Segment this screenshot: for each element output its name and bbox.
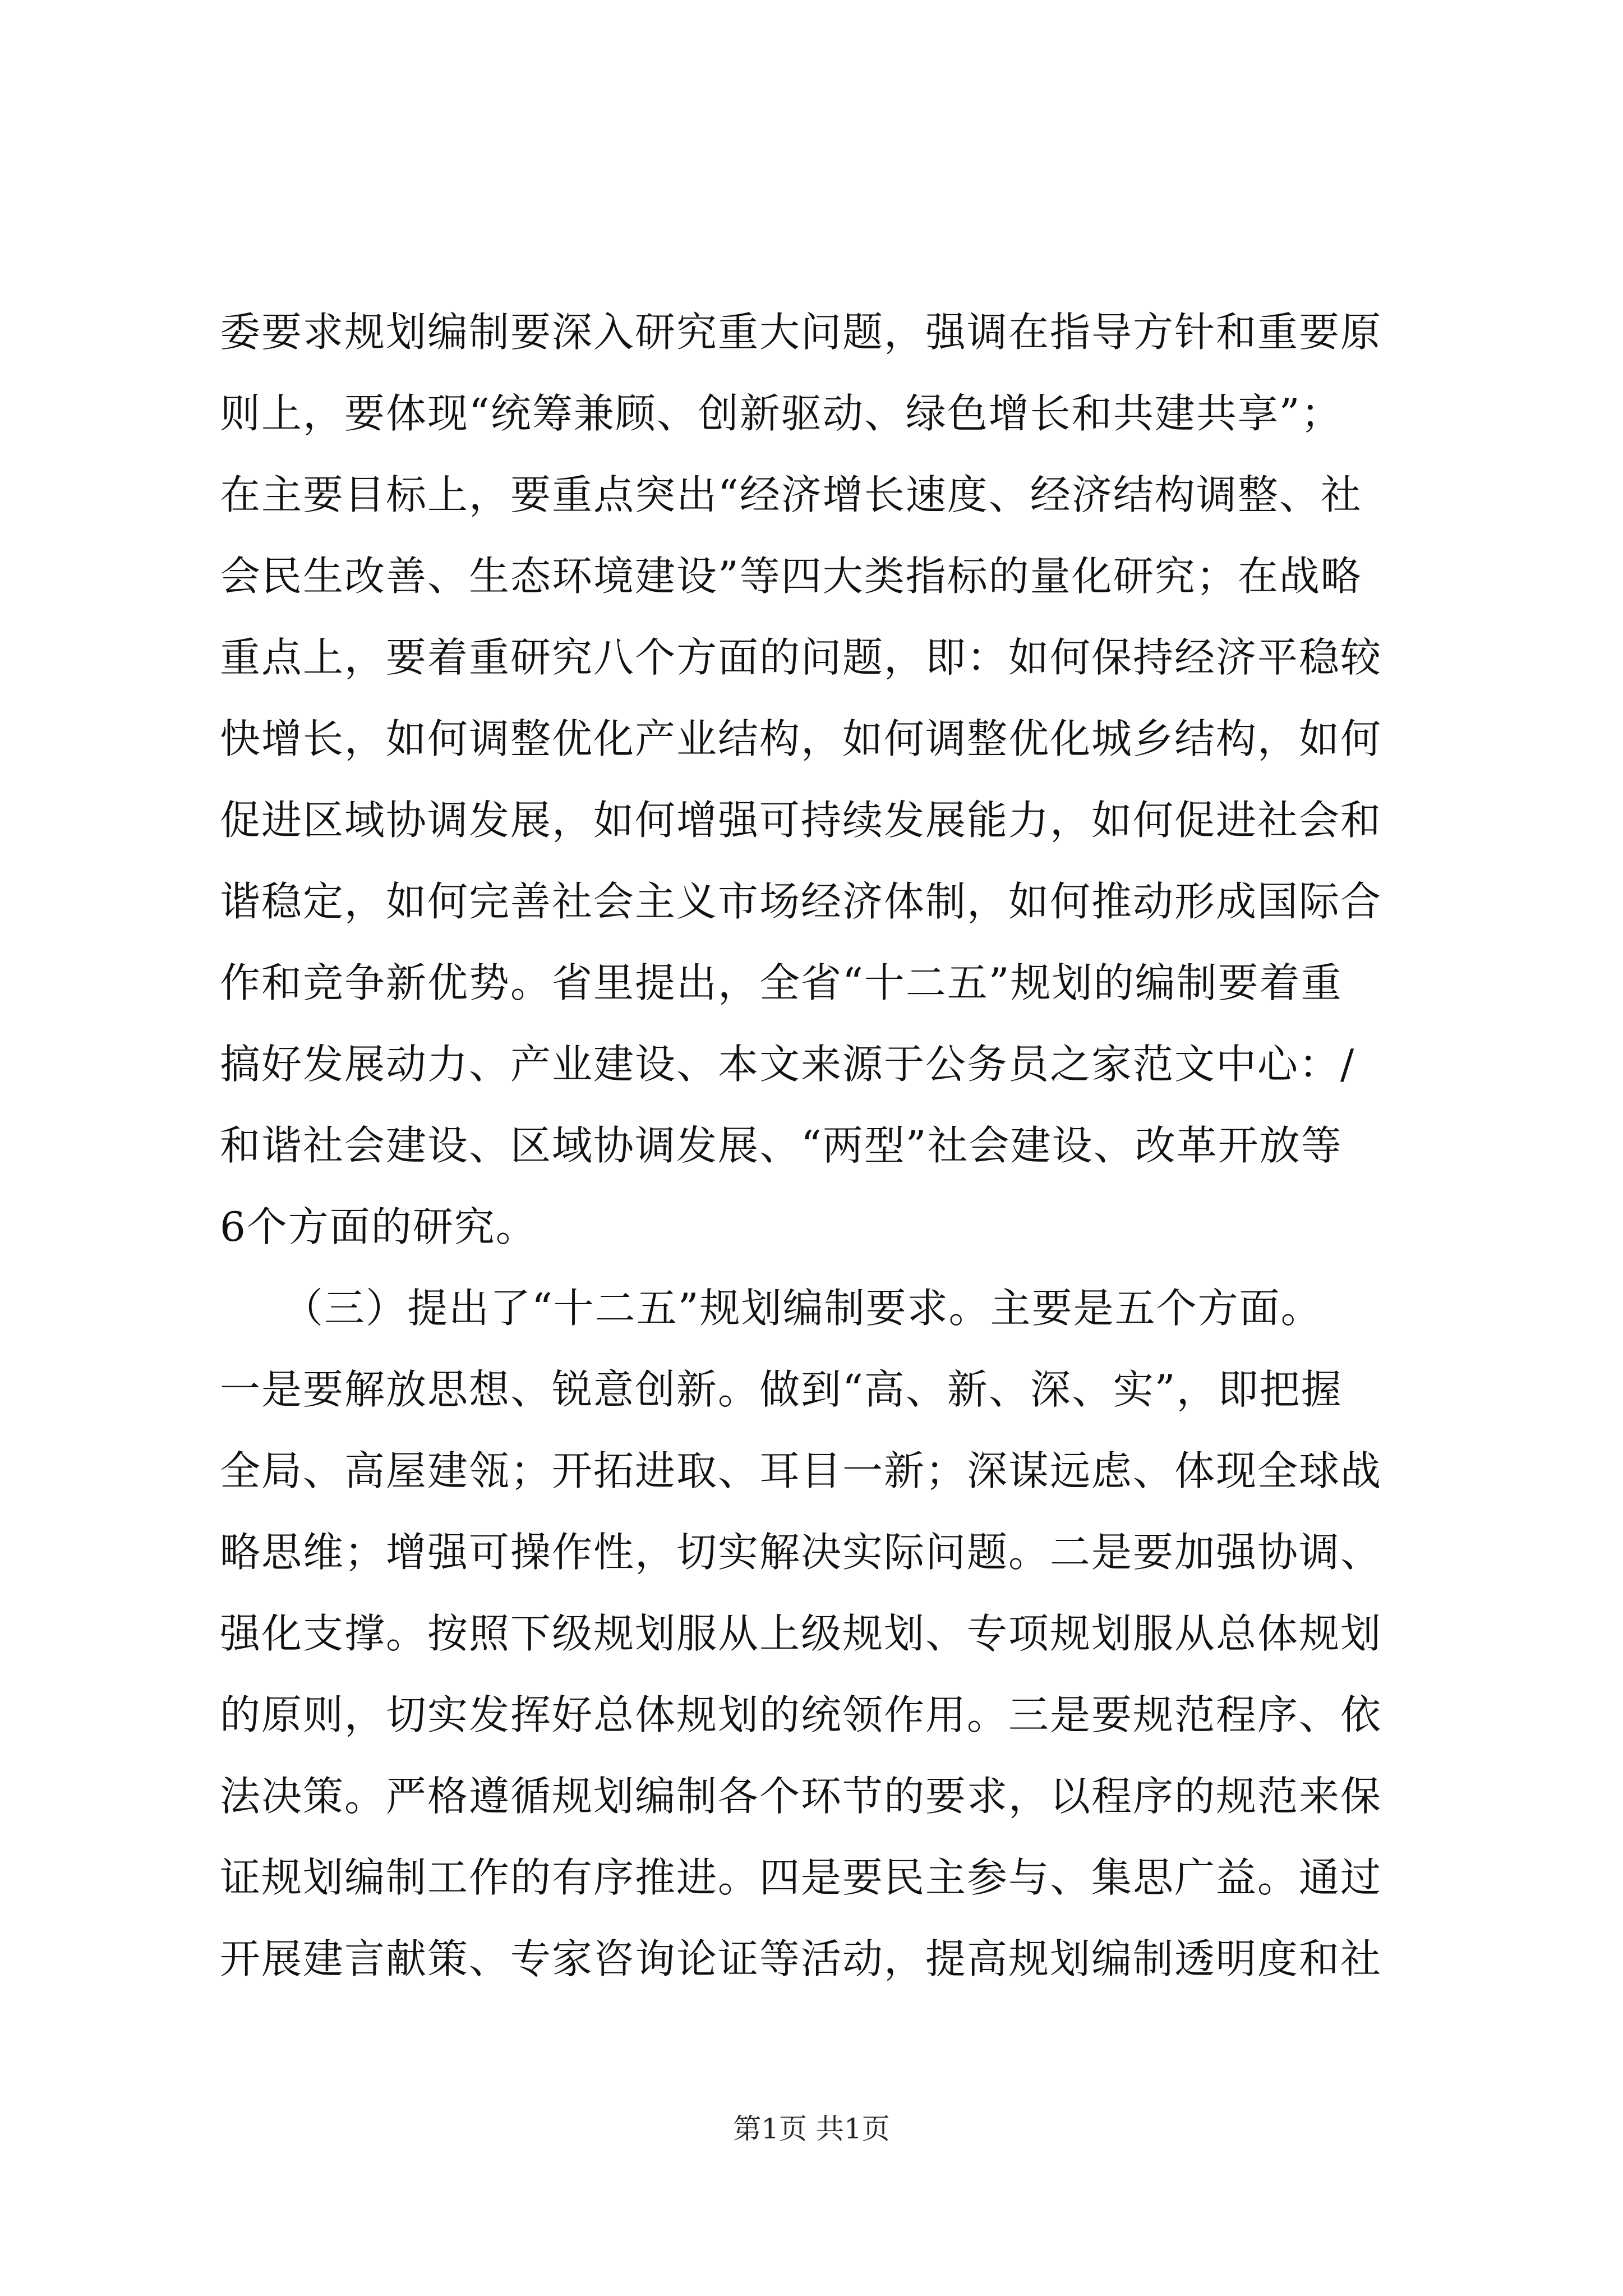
text-line: 一是要解放思想、锐意创新。做到“高、新、深、实”，即把握: [220, 1366, 1343, 1413]
text-line: 强化支撑。按照下级规划服从上级规划、专项规划服从总体规划: [220, 1610, 1382, 1657]
page-footer: 第1页 共1页: [733, 2113, 890, 2145]
text-line: 则上，要体现“统筹兼顾、创新驱动、绿色增长和共建共享”；: [220, 390, 1343, 437]
text-line: 的原则，切实发挥好总体规划的统领作用。三是要规范程序、依: [220, 1691, 1382, 1738]
text-line: 法决策。严格遵循规划编制各个环节的要求，以程序的规范来保: [220, 1773, 1382, 1820]
text-line: 在主要目标上，要重点突出“经济增长速度、经济结构调整、社: [220, 471, 1362, 518]
text-line: 委要求规划编制要深入研究重大问题，强调在指导方针和重要原: [220, 309, 1382, 356]
document-body: [220, 292, 1437, 2000]
text-line: 促进区域协调发展，如何增强可持续发展能力，如何促进社会和: [220, 797, 1382, 844]
text-line: 重点上，要着重研究八个方面的问题，即：如何保持经济平稳较: [220, 634, 1382, 681]
text-line: 证规划编制工作的有序推进。四是要民主参与、集思广益。通过: [220, 1854, 1382, 1901]
text-line: 6个方面的研究。: [220, 1203, 537, 1250]
text-line: （三）提出了“十二五”规划编制要求。主要是五个方面。: [220, 1285, 1322, 1332]
text-line: 略思维；增强可操作性，切实解决实际问题。二是要加强协调、: [220, 1529, 1382, 1576]
text-line: 和谐社会建设、区域协调发展、“两型”社会建设、改革开放等: [220, 1122, 1343, 1169]
text-line: 会民生改善、生态环境建设”等四大类指标的量化研究；在战略: [220, 553, 1362, 600]
text-line: 全局、高屋建瓴；开拓进取、耳目一新；深谋远虑、体现全球战: [220, 1447, 1382, 1494]
text-line: 快增长，如何调整优化产业结构，如何调整优化城乡结构，如何: [220, 715, 1382, 762]
text-line: 搞好发展动力、产业建设、本文来源于公务员之家范文中心：/: [220, 1041, 1355, 1088]
text-line: 谐稳定，如何完善社会主义市场经济体制，如何推动形成国际合: [220, 878, 1382, 925]
text-line: 作和竞争新优势。省里提出，全省“十二五”规划的编制要着重: [220, 959, 1343, 1006]
text-line: 开展建言献策、专家咨询论证等活动，提高规划编制透明度和社: [220, 1935, 1382, 1982]
